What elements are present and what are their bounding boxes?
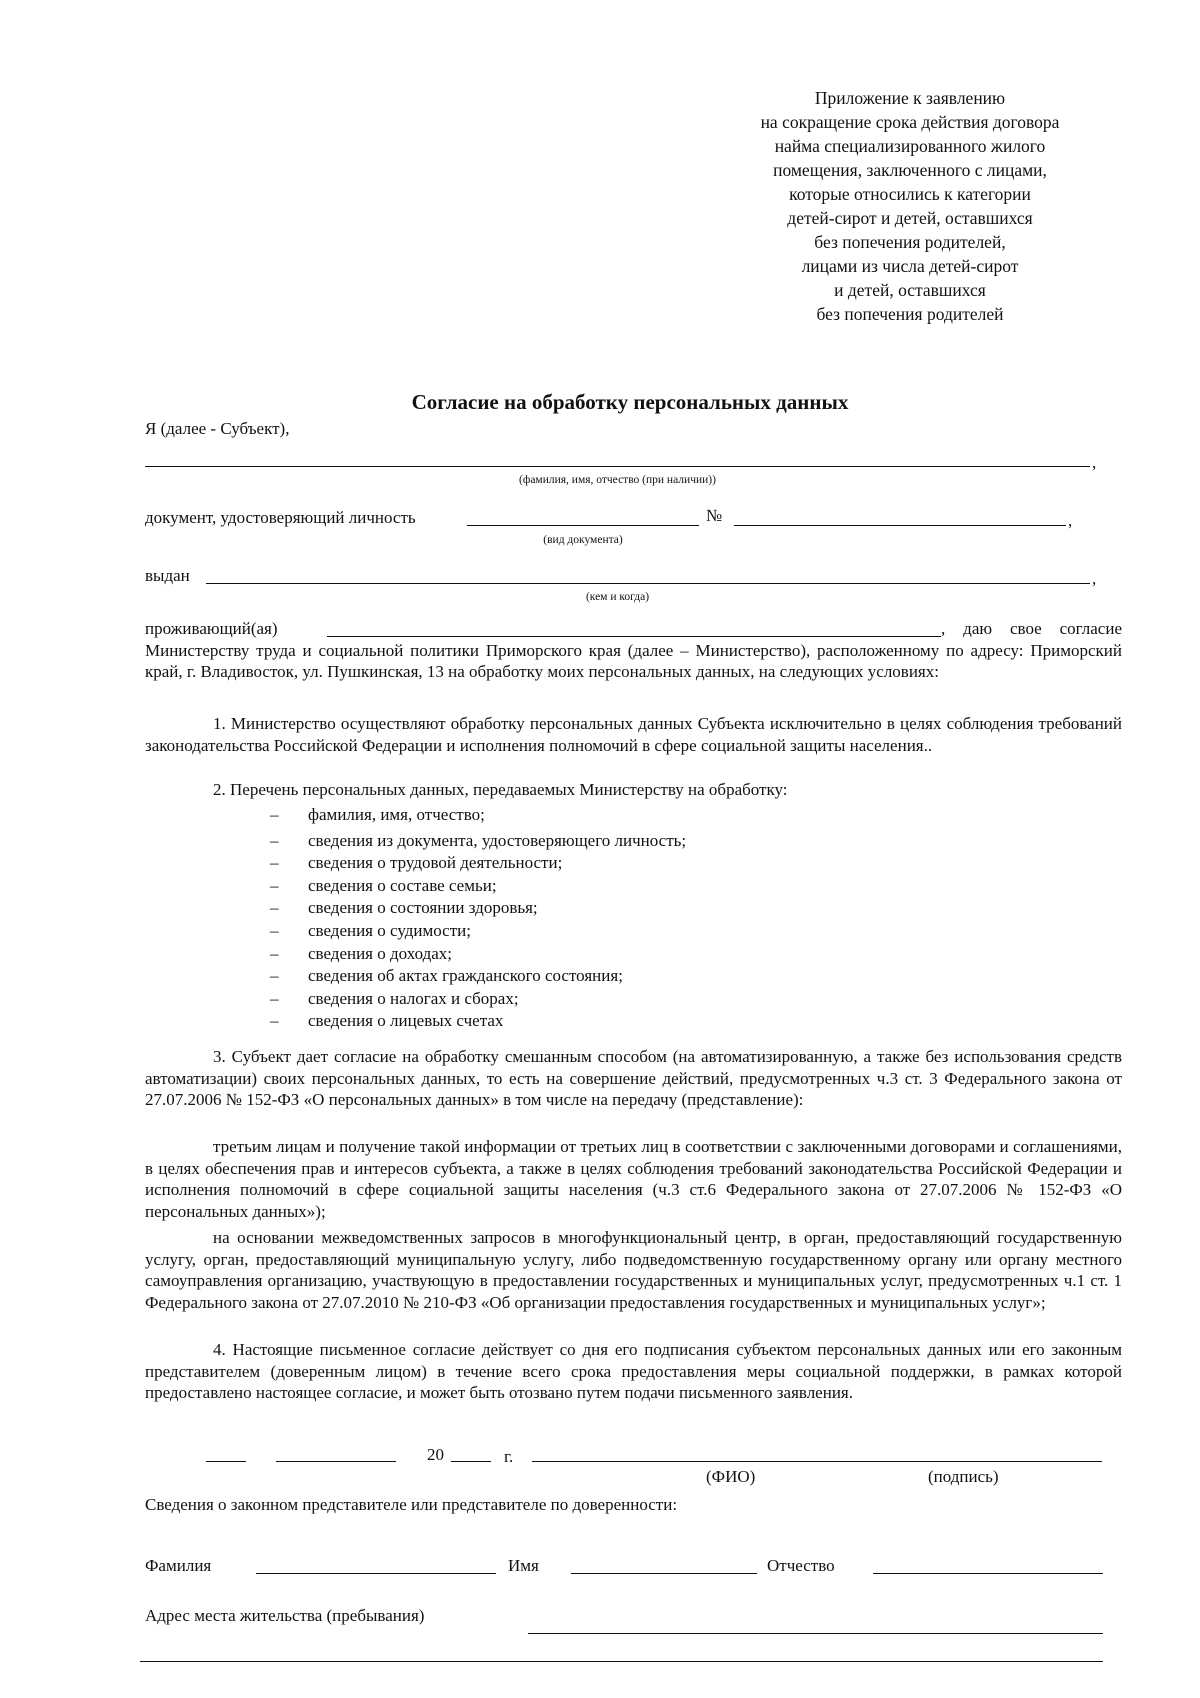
address-field-line-1[interactable] — [528, 1633, 1103, 1634]
dash-bullet: – — [270, 943, 279, 963]
list-item: – сведения о судимости; — [270, 920, 686, 943]
header-line: без попечения родителей, — [814, 232, 1006, 252]
patronymic-label: Отчество — [767, 1556, 835, 1575]
id-document-label: документ, удостоверяющий личность — [145, 508, 416, 527]
document-type-caption: (вид документа) — [543, 534, 623, 546]
paragraph-3b: на основании межведомственных запросов в многофункциональный центр, в орган, предоставляющий государственную услугу, орган, предоставляющий муниципальную услугу, либо подведомственную государственному органу или органу местного самоуправления организацию, участвующую в предоставлении государственных и муниципальных услуг, предусмотренных ч.1 ст. 1 Федерального закона от 27.07.2010 № 210-ФЗ «Об организации предоставления государственных и муниципальных услуг»; — [145, 1228, 1122, 1312]
header-line: на сокращение срока действия договора — [760, 112, 1060, 132]
header-line: и детей, оставшихся — [834, 280, 986, 300]
list-item: – сведения об актах гражданского состояния; — [270, 965, 686, 988]
personal-data-list — [270, 804, 686, 1033]
header-line: без попечения родителей — [816, 304, 1004, 324]
date-year-field[interactable] — [451, 1461, 491, 1462]
number-sign: № — [706, 506, 723, 525]
signature-caption: (подпись) — [928, 1467, 999, 1486]
list-item: – сведения о трудовой деятельности; — [270, 852, 686, 875]
dash-bullet: – — [270, 920, 279, 940]
list-item: – сведения о состоянии здоровья; — [270, 897, 686, 920]
first-name-field[interactable] — [571, 1573, 757, 1574]
full-name-field[interactable] — [145, 466, 1090, 467]
dash-bullet: – — [270, 988, 279, 1008]
dash-bullet: – — [270, 898, 279, 918]
comma: , — [1092, 453, 1097, 472]
paragraph-1: 1. Министерство осуществляют обработку персональных данных Субъекта исключительно в целях соблюдения требований законодательства Российской Федерации и исполнения полномочий в сфере социальной защиты населения.. — [145, 714, 1122, 755]
address-label: Адрес места жительства (пребывания) — [145, 1606, 425, 1625]
address-field-line-2[interactable] — [140, 1661, 1103, 1662]
dash-bullet: – — [270, 853, 279, 873]
list-item: – фамилия, имя, отчество; — [270, 804, 686, 827]
document-title: Согласие на обработку персональных данных — [411, 390, 849, 414]
document-number-field[interactable] — [734, 525, 1066, 526]
date-day-field[interactable] — [206, 1461, 246, 1462]
issued-by-caption: (кем и когда) — [585, 591, 650, 603]
list-item: – сведения о лицевых счетах — [270, 1010, 686, 1033]
patronymic-field[interactable] — [873, 1573, 1103, 1574]
dash-bullet: – — [270, 875, 279, 895]
dash-bullet: – — [270, 805, 279, 824]
dash-bullet: – — [270, 1011, 279, 1031]
header-line: найма специализированного жилого — [774, 136, 1046, 156]
year-suffix: г. — [504, 1447, 514, 1466]
list-item: – сведения о составе семьи; — [270, 875, 686, 898]
date-month-field[interactable] — [276, 1461, 396, 1462]
comma: , — [1068, 511, 1073, 530]
paragraph-3a: третьим лицам и получение такой информации от третьих лиц в соответствии с заключенными договорами и соглашениями, в целях обеспечения прав и интересов субъекта, а также в целях соблюдения требований законодательства Российской Федерации и исполнения полномочий в сфере социальной защиты населения (ч.3 ст.6 Федерального закона от 27.07.2006 № 152-ФЗ «О персональных данных»); — [145, 1137, 1122, 1221]
issued-by-field[interactable] — [206, 583, 1090, 584]
paragraph-2: 2. Перечень персональных данных, передаваемых Министерству на обработку: — [213, 780, 788, 799]
full-name-caption: (фамилия, имя, отчество (при наличии)) — [519, 474, 716, 486]
representative-heading: Сведения о законном представителе или представителе по доверенности: — [145, 1495, 678, 1514]
year-prefix: 20 — [427, 1445, 444, 1464]
paragraph-3: 3. Субъект дает согласие на обработку смешанным способом (на автоматизированную, а также без использования средств автоматизации) своих персональных данных, то есть на совершение действий, предусмотренных ч.3 ст. 3 Федерального закона от 27.07.2006 № 152-ФЗ «О персональных данных» в том числе на передачу (представление): — [145, 1047, 1122, 1109]
surname-field[interactable] — [256, 1573, 496, 1574]
comma: , — [1092, 569, 1097, 588]
list-item: – сведения из документа, удостоверяющего личность; — [270, 830, 686, 853]
paragraph-4: 4. Настоящие письменное согласие действует со дня его подписания субъектом персональных данных или его законным представителем (доверенным лицом) в течение всего срока предоставления меры социальной поддержки, в рамках которой предоставлено настоящее согласие, и может быть отозвано путем подачи письменного заявления. — [145, 1340, 1122, 1402]
issued-label: выдан — [145, 566, 190, 585]
header-line: которые относились к категории — [789, 184, 1031, 204]
subject-intro: Я (далее - Субъект), — [145, 419, 290, 438]
dash-bullet: – — [270, 966, 279, 986]
appendix-header — [700, 86, 1120, 326]
dash-bullet: – — [270, 830, 279, 850]
header-line: Приложение к заявлению — [814, 88, 1006, 108]
header-line: помещения, заключенного с лицами, — [773, 160, 1047, 180]
surname-label: Фамилия — [145, 1556, 212, 1575]
list-item: – сведения о доходах; — [270, 943, 686, 966]
consent-intro-paragraph: , даю свое согласие Министерству труда и социальной политики Приморского края (далее – Министерство), расположенному по адресу: Приморский край, г. Владивосток, ул. Пушкинская, 13 на обработку моих персональных данных, на следующих условиях: — [145, 619, 1122, 681]
fio-signature-field[interactable] — [532, 1461, 1102, 1462]
first-name-label: Имя — [508, 1556, 539, 1575]
header-line: детей-сирот и детей, оставшихся — [787, 208, 1033, 228]
fio-caption: (ФИО) — [706, 1467, 756, 1486]
document-type-field[interactable] — [467, 525, 699, 526]
residing-label: проживающий(ая) — [145, 619, 278, 638]
list-item: – сведения о налогах и сборах; — [270, 988, 686, 1011]
header-line: лицами из числа детей-сирот — [801, 256, 1019, 276]
